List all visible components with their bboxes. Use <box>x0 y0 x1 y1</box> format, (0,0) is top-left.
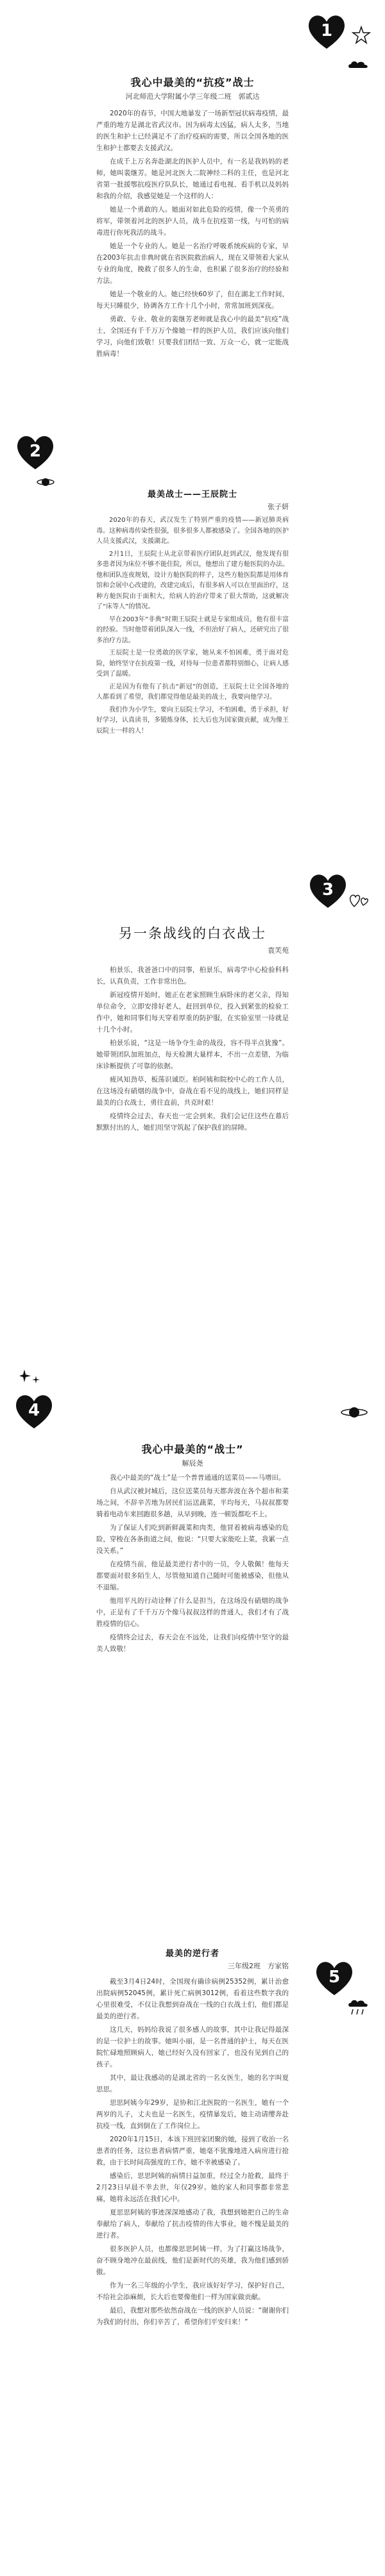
paragraph: 感染后，思思阿姨的病情日益加重，经过全力抢救，最终于2月23日早晨不幸去世，年仅29岁。她的家人和同事都非常悲痛，她将永远活在我们心中。 <box>96 2172 289 2203</box>
paragraph: 作为一名三年级的小学生，我应该好好学习，保护好自己，不给社会添麻烦，长大后也要像他们一样为国家做贡献。 <box>96 2282 289 2301</box>
rain-cloud-doodle-icon <box>346 1998 370 2017</box>
essay-title-5: 最美的逆行者 <box>165 1949 219 1959</box>
paragraph: 2020年1月15日，本该下班回家团聚的她，接到了收治一名患者的任务，这位患者病情严重，她毫不犹豫地进入病房进行抢救，由于长时间高强度的工作，她不幸被感染了。 <box>96 2136 289 2166</box>
paragraph: 最后，我想对那些依然奋战在一线的医护人员说：“谢谢你们为我们的付出，你们辛苦了，希望你们平安归来！” <box>96 2307 289 2326</box>
paragraph: 在疫情当前，他是最美逆行者中的一员，令人敬佩！他每天都要面对很多陌生人，尽管他知道自己随时可能被感染，但他从不退缩。 <box>96 1560 289 1591</box>
paragraph: 疫情终会过去，春天也一定会到来，我们会记住这些在幕后默默付出的人，她们用坚守筑起了保护我们的屏障。 <box>96 1112 289 1132</box>
paragraph: 他用平凡的行动诠释了什么是担当，在这场没有硝烟的战争中，正是有了千千万万个像马叔叔这样的普通人，我们才有了战胜疫情的信心。 <box>96 1597 289 1628</box>
paragraph: 其中，最让我感动的是湖北省的一名女医生，她的名字叫夏思思。 <box>96 2074 289 2093</box>
svg-text:4: 4 <box>28 1401 40 1420</box>
paragraph: 自从武汉被封城后，这位送菜员每天都奔波在各个超市和菜场之间，不辞辛苦地为居民们运送蔬菜，平均每天，马叔叔都要骑着电动车来回跑很多趟，从早到晚，连一顿饭都吃不上。 <box>96 1487 289 1518</box>
paragraph: 很多医护人员，也都像思思阿姨一样，为了打赢这场战争，奋不顾身地冲在最前线，他们是新时代的英雄，我为他们感到骄傲。 <box>96 2245 289 2276</box>
heart-badge-icon <box>304 9 349 54</box>
sparkle-doodle-icon <box>19 1368 42 1387</box>
paragraph: 这几天，妈妈给我说了很多感人的故事，其中让我记得最深的是一位护士的故事。她叫小丽，是一名普通的护士，每天在医院忙碌地照顾病人，她已经好久没有回家了，也没有见到自己的孩子。 <box>96 2026 289 2068</box>
star-doodle-icon <box>352 26 371 45</box>
number-badge-2 <box>13 430 58 474</box>
essay-section-2 <box>0 423 385 866</box>
essay-byline-4: 解辰尧 <box>182 1459 203 1468</box>
planet-doodle-icon <box>340 1404 368 1421</box>
paragraph: 在成千上万名奔赴湖北的医护人员中，有一名是我妈妈的老师，她叫裴继芳。她是河北医大二院神经二科的主任，也是河北省第一批援鄂抗疫医疗队队长，她通过看电视、看手机以及妈妈和我的介绍，我感觉她是一个这样的人： <box>96 158 289 200</box>
svg-text:1: 1 <box>320 21 333 40</box>
essay-title-4: 我心中最美的“战士” <box>141 1443 244 1455</box>
essay-body-1 <box>96 108 289 362</box>
svg-text:2: 2 <box>29 442 42 461</box>
paragraph: 她是一个专业的人。她是一名治疗呼吸系统疾病的专家，早在2003年抗击非典时就在省医院救治病人，现在又带领着大家从专业的角度，挽救了很多人的生命，也积累了很多治疗的经验和方法。 <box>96 242 289 285</box>
paragraph: 2月1日，王辰院士从北京带着医疗团队赶到武汉，他发现有很多患者因为床位不够不能住院，所以，他想出了建方舱医院的办法。他和团队连夜规划，设计方舱医院的样子，这些方舱医院都是用体育馆和会展中心改建的，改建完成后，有很多病人可以在里面治疗，这种方舱医院由于面积大，给病人的治疗带来了很大帮助，这就解决了“床等人”的情况。 <box>96 550 289 610</box>
paragraph: 疲风知劲草，板荡识诚臣。柏阿姨和院校中心的工作人员，在这场没有硝烟的战争中，奋战在看不见的战线上，她们同样是最美的白衣战士，勇往直前，共克时艰！ <box>96 1076 289 1107</box>
essay-body-3 <box>96 964 289 1135</box>
heart-badge-icon <box>12 1389 56 1434</box>
heart-badge-icon <box>312 1955 357 2000</box>
paragraph: 新冠疫情开始时，她正在老家照顾生病卧床的老父亲，得知单位命令，立即安排好老人，赶回到单位，投入到紧张的检验工作中，她和同事们每天穿着厚重的防护服，在实验室里一待就是十几个小时。 <box>96 991 289 1033</box>
essay-title-3: 另一条战线的白衣战士 <box>119 926 266 941</box>
svg-text:3: 3 <box>321 880 334 899</box>
paragraph: 思思阿姨今年29岁，是协和江北医院的一名医生，她有一个两岁的儿子，丈夫也是一名医生，疫情暴发后，她主动请缨奔赴抗疫一线，直到倒在了工作岗位上。 <box>96 2099 289 2130</box>
essay-body-2 <box>96 515 289 739</box>
essay-body-5 <box>96 1976 289 2330</box>
paragraph: 柏景乐说，“这是一场争夺生命的战役，容不得半点犹豫”。她带领团队加班加点，每天检测大量样本，不出一点差错，为临床诊断提供了可靠的依据。 <box>96 1039 289 1070</box>
paragraph: 夏思思阿姨的事迹深深地感动了我，我想到她把自己的生命奉献给了病人，奉献给了抗击疫情的伟大事业，她不愧是最美的逆行者。 <box>96 2209 289 2239</box>
paragraph: 柏景乐，我爸爸口中的同事，柏景乐，病毒学中心检验科科长，认真负责，工作非常出色。 <box>96 966 289 985</box>
number-badge-1 <box>304 9 349 54</box>
essay-section-5 <box>0 1878 385 2576</box>
number-badge-5 <box>312 1955 357 2000</box>
heart-badge-icon <box>305 868 350 913</box>
heart-doodle-icon <box>348 891 371 909</box>
essay-section-4 <box>0 1366 385 1878</box>
paragraph: 勇敢、专业、敬业的裴继芳老师就是我心中的最美“抗疫”战士，全国还有千千万万个像她一样的医护人员，我们应该向他们学习，向他们致敬！只要我们团结一致、万众一心，就一定能战胜病毒！ <box>96 315 289 358</box>
paragraph: 2020年的春节，中国大地暴发了一场新型冠状病毒疫情，最严重的地方是湖北省武汉市。因为病毒太凶猛，病人太多，当地的医生和护士已经满足不了治疗疫病的需要，所以全国各地的医生和护士都要去支援武汉。 <box>96 110 289 152</box>
essay-byline-2: 张子妍 <box>268 503 289 511</box>
essay-section-1 <box>0 0 385 423</box>
paragraph: 我心中最美的“战士”是一个普普通通的送菜员——马增田。 <box>110 1474 286 1482</box>
paragraph: 2020年的春天，武汉发生了特别严重的疫情——新冠肺炎病毒。这种病毒传染性很强，很多很多人都被感染了。全国各地的医护人员支援武汉，支援湖北。 <box>96 517 289 545</box>
essay-byline-3: 袁芙苑 <box>268 946 289 955</box>
essay-byline-1: 河北师范大学附属小学三年级二班 郭贰达 <box>125 92 260 101</box>
number-badge-4 <box>12 1389 56 1434</box>
paragraph: 截至3月4日24时，全国现有确诊病例25352例，累计治愈出院病例52045例，累计死亡病例3012例，看着这些数字我的心里很难受，不仅让我想到奋战在一线的白衣战士们，他们都是最美的逆行者。 <box>96 1978 289 2020</box>
paragraph: 早在2003年“非典”时期王辰院士就是专家组成员，他有很丰富的经验。当时他带着团队深入一线，不但治好了病人，还研究出了很多治疗方法。 <box>96 615 289 644</box>
paragraph: 王辰院士是一位勇敢的医学家，她从来不怕困难，勇于面对危险，始终坚守在抗疫第一线，对待每一位患者都特别细心，让病人感受到了温暖。 <box>96 649 289 678</box>
essay-title-1: 我心中最美的“抗疫”战士 <box>130 76 255 88</box>
essay-title-2: 最美战士——王辰院士 <box>147 490 237 499</box>
svg-text:5: 5 <box>328 1968 341 1987</box>
number-badge-3 <box>305 868 350 913</box>
paragraph: 她是一个敬业的人。她已经快60岁了，但在湖北工作时间，每天只睡很少，协调各方工作十几个小时，常常加班到深夜。 <box>96 290 289 310</box>
paragraph: 她是一个勇敢的人。她面对如此危险的疫情，像一个英勇的将军，带领着河北的医护人员，战斗在抗疫第一线，与可怕的病毒进行你死我活的战斗。 <box>96 206 289 237</box>
paragraph: 疫情终会过去，春天会在不远处，让我们向疫情中坚守的最美人致敬！ <box>96 1634 289 1653</box>
essay-section-3 <box>0 866 385 1366</box>
paragraph: 我们作为小学生，要向王辰院士学习，不怕困难，勇于承担，好好学习，认真读书，多锻炼身体，长大后也为国家做贡献，成为像王辰院士一样的人！ <box>96 706 289 735</box>
paragraph: 为了保证人们吃到新鲜蔬菜和肉类，他冒着被病毒感染的危险，穿梭在各条街道之间，他说：“只要大家能吃上菜，我累一点没关系。” <box>96 1524 289 1555</box>
heart-badge-icon <box>13 430 58 474</box>
essay-byline-5: 三年级2班 方家铭 <box>228 1962 289 1970</box>
essay-body-4 <box>96 1472 289 1657</box>
paragraph: 正是因为有他有了抗击“新冠”的创造，王辰院士让全国各地的人都看到了希望，我们都觉得他是最美的战士，我要向他学习。 <box>96 683 289 701</box>
cloud-doodle-icon <box>346 59 371 71</box>
